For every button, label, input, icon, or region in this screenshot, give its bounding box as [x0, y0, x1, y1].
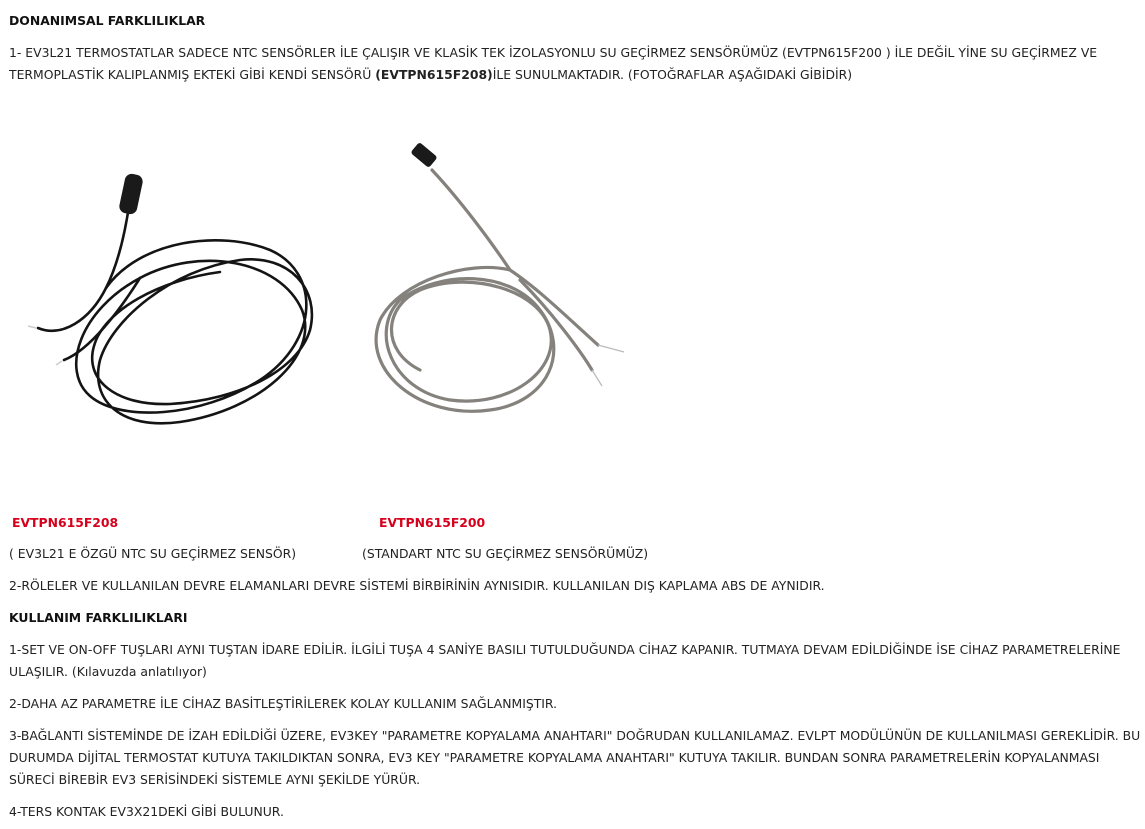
wire-end-4	[592, 370, 602, 386]
usage-item-2: 2-DAHA AZ PARAMETRE İLE CİHAZ BASİTLEŞTİRİLEREK KOLAY KULLANIM SAĞLANMIŞTIR.	[9, 696, 558, 711]
section-title-usage: KULLANIM FARKLILIKLARI	[9, 610, 188, 625]
wire-end-2	[56, 361, 62, 365]
black-sensor-probe-tip	[118, 173, 144, 216]
usage-item-3-line-3: SÜRECİ BİREBİR EV3 SERİSİNDEKİ SİSTEMLE AYNI ŞEKİLDE YÜRÜR.	[9, 772, 421, 787]
paragraph-1-line-2	[9, 64, 852, 86]
product-caption-2: (STANDART NTC SU GEÇİRMEZ SENSÖRÜMÜZ)	[362, 546, 649, 561]
sensor-code-bold: (EVTPN615F208)	[375, 67, 493, 82]
wire-end-1	[28, 326, 36, 328]
usage-item-1-line-2: ULAŞILIR. (Kılavuzda anlatılıyor)	[9, 664, 207, 679]
product-caption-1: ( EV3L21 E ÖZGÜ NTC SU GEÇİRMEZ SENSÖR)	[9, 546, 297, 561]
paragraph-1-line-1: 1- EV3L21 TERMOSTATLAR SADECE NTC SENSÖRLER İLE ÇALIŞIR VE KLASİK TEK İZOLASYONLU SU GEÇİRMEZ SENSÖRÜMÜZ (EVTPN615F200 ) İLE DEĞİL YİNE SU GEÇİRMEZ VE	[9, 45, 1098, 60]
usage-item-3-line-1: 3-BAĞLANTI SİSTEMİNDE DE İZAH EDİLDİĞİ ÜZERE, EV3KEY "PARAMETRE KOPYALAMA ANAHTARI" DOĞRUDAN KULLANILAMAZ. EVLPT MODÜLÜNÜN DE KULLANILMASI GEREKLİDİR. BU	[9, 728, 1141, 743]
usage-item-4: 4-TERS KONTAK EV3X21DEKİ GİBİ BULUNUR.	[9, 804, 284, 819]
product-code-evtpn615f208: EVTPN615F208	[12, 515, 119, 530]
usage-item-3-line-2: DURUMDA DİJİTAL TERMOSTAT KUTUYA TAKILDIKTAN SONRA, EV3 KEY "PARAMETRE KOPYALAMA ANAHTARI" KUTUYA TAKILIR. BUNDAN SONRA PARAMETRELERİN KOPYALANMASI	[9, 750, 1100, 765]
product-code-evtpn615f200: EVTPN615F200	[379, 515, 486, 530]
wire-end-3	[598, 345, 624, 352]
paragraph-1-text-a: TERMOPLASTİK KALIPLANMIŞ EKTEKİ GİBİ KENDİ SENSÖRÜ	[9, 67, 376, 82]
section-title-hardware: DONANIMSAL FARKLILIKLAR	[9, 13, 206, 28]
paragraph-1-text-b: İLE SUNULMAKTADIR. (FOTOĞRAFLAR AŞAĞIDAKİ GİBİDİR)	[492, 67, 853, 82]
grey-sensor-photo	[360, 140, 640, 440]
black-sensor-photo	[20, 160, 340, 450]
grey-sensor-probe-tip	[410, 142, 437, 168]
usage-item-1-line-1: 1-SET VE ON-OFF TUŞLARI AYNI TUŞTAN İDARE EDİLİR. İLGİLİ TUŞA 4 SANİYE BASILI TUTULDUĞUNDA CİHAZ KAPANIR. TUTMAYA DEVAM EDİLDİĞİNDE İSE CİHAZ PARAMETRELERİNE	[9, 642, 1121, 657]
paragraph-2: 2-RÖLELER VE KULLANILAN DEVRE ELAMANLARI DEVRE SİSTEMİ BİRBİRİNİN AYNISIDIR. KULLANILAN DIŞ KAPLAMA ABS DE AYNIDIR.	[9, 578, 825, 593]
